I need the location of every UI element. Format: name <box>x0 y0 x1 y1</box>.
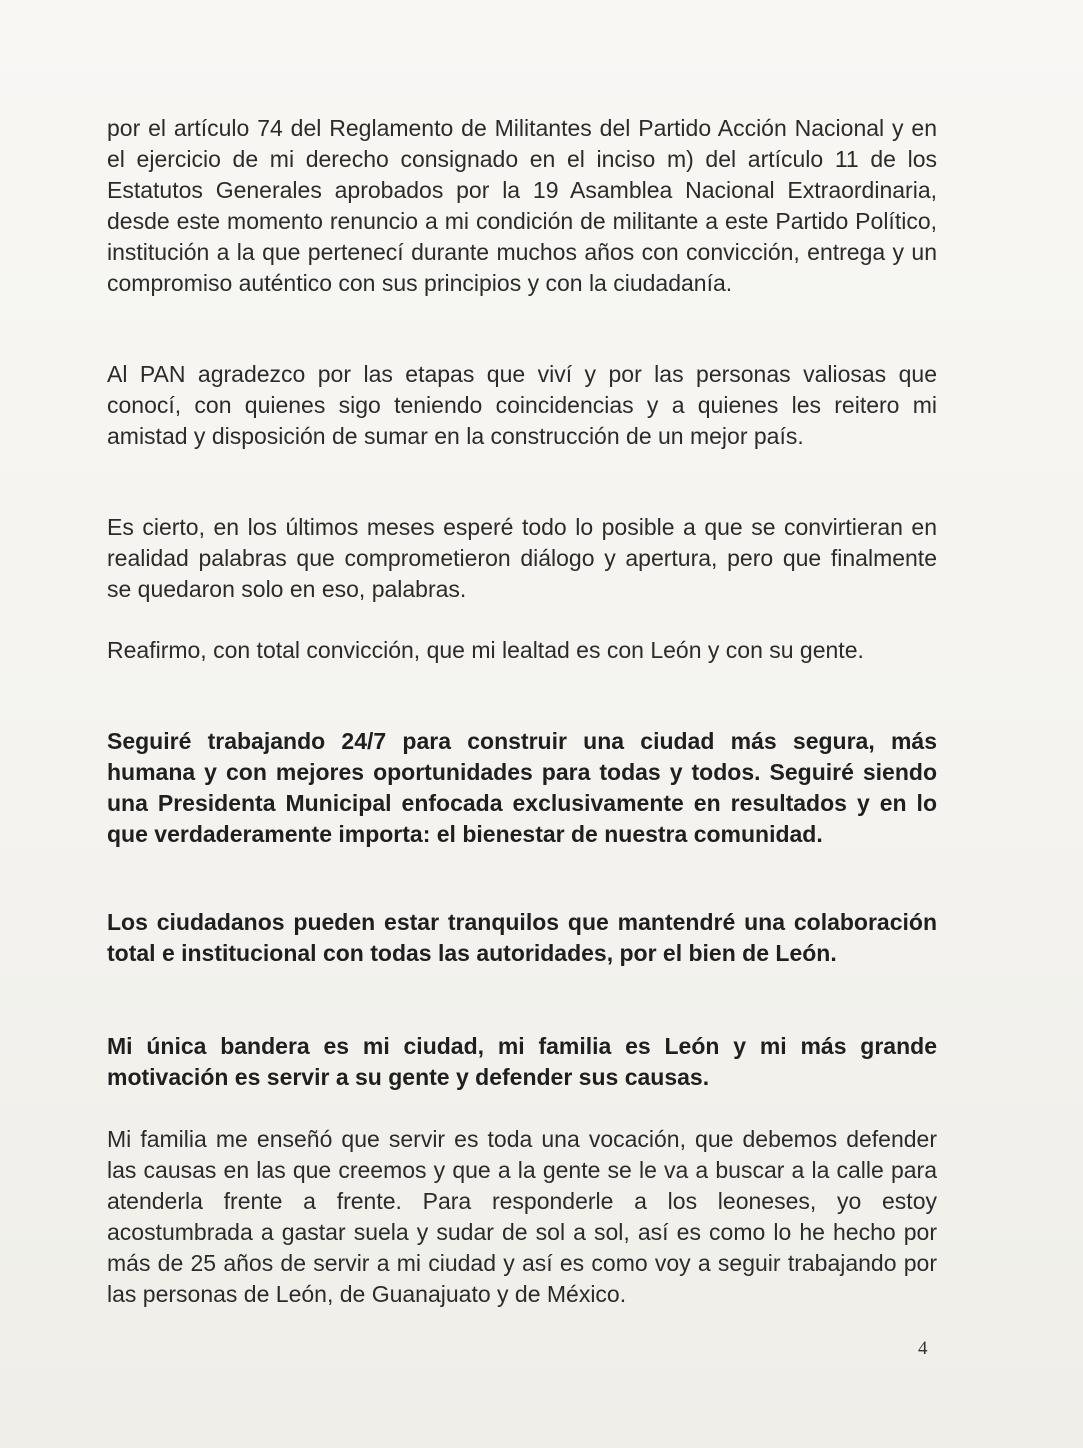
paragraph-family: Mi familia me enseñó que servir es toda una vocación, que debemos defender las causas en las que creemos y que a la gente se le va a buscar a la calle para atenderla frente a frente. Para responderle a los leoneses, yo estoy acostumbrada a gastar suela y sudar de sol a sol, así es como lo he hecho por más de 25 años de servir a mi ciudad y así es como voy a seguir trabajando por las personas de León, de Guanajuato y de México. <box>107 1126 937 1307</box>
paragraph-commitment-bold: Seguiré trabajando 24/7 para construir una ciudad más segura, más humana y con mejores oportunidades para todas y todos. Seguiré siendo una Presidenta Municipal enfocada exclusivamente en resultados y en lo que verdaderamente importa: el bienestar de nuestra comunidad. <box>107 728 937 847</box>
paragraph-flag-bold: Mi única bandera es mi ciudad, mi familia es León y mi más grande motivación es servir a su gente y defender sus causas. <box>107 1033 937 1090</box>
paragraph-loyalty: Reafirmo, con total convicción, que mi lealtad es con León y con su gente. <box>107 637 864 663</box>
paragraph-collaboration-bold: Los ciudadanos pueden estar tranquilos que mantendré una colaboración total e institucional con todas las autoridades, por el bien de León. <box>107 909 937 966</box>
page-number: 4 <box>918 1338 928 1359</box>
paragraph-dialogue: Es cierto, en los últimos meses esperé todo lo posible a que se convirtieran en realidad palabras que comprometieron diálogo y apertura, pero que finalmente se quedaron solo en eso, palabras. <box>107 514 937 602</box>
paragraph-resignation: por el artículo 74 del Reglamento de Militantes del Partido Acción Nacional y en el ejercicio de mi derecho consignado en el inciso m) del artículo 11 de los Estatutos Generales aprobados por la 19 Asamblea Nacional Extraordinaria, desde este momento renuncio a mi condición de militante a este Partido Político, institución a la que pertenecí durante muchos años con convicción, entrega y un compromiso auténtico con sus principios y con la ciudadanía. <box>107 115 937 296</box>
paragraph-gratitude: Al PAN agradezco por las etapas que viví y por las personas valiosas que conocí, con quienes sigo teniendo coincidencias y a quienes les reitero mi amistad y disposición de sumar en la construcción de un mejor país. <box>107 361 937 449</box>
